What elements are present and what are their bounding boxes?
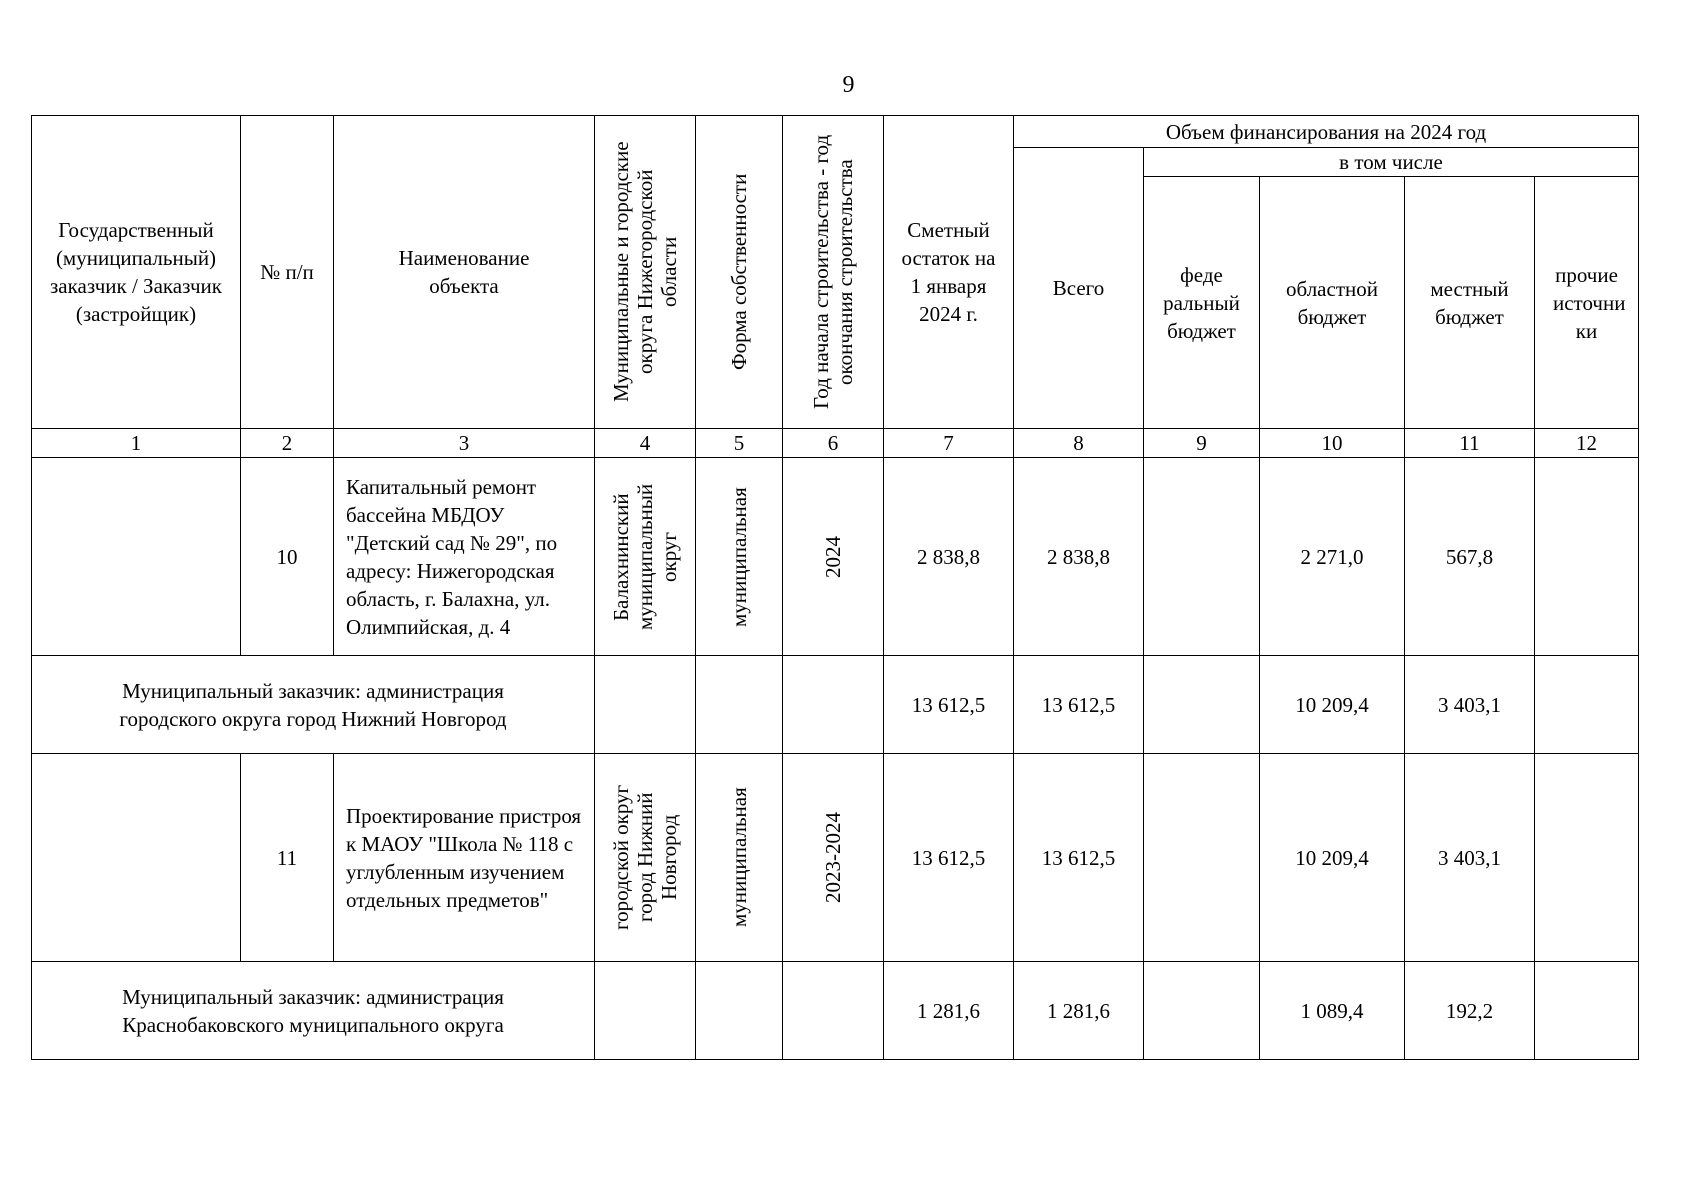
column-number: 7 bbox=[884, 429, 1014, 458]
local-value: 567,8 bbox=[1405, 458, 1535, 656]
customer-name: Муниципальный заказчик: администрация Краснобаковского муниципального округа bbox=[32, 962, 595, 1060]
ownership bbox=[696, 962, 783, 1060]
header-row-1 bbox=[32, 116, 1639, 148]
total-value: 1 281,6 bbox=[1014, 962, 1144, 1060]
header-total: Всего bbox=[1014, 148, 1144, 429]
header-number: № п/п bbox=[241, 116, 334, 429]
ownership bbox=[696, 656, 783, 754]
estimate-value: 2 838,8 bbox=[884, 458, 1014, 656]
local-value: 3 403,1 bbox=[1405, 754, 1535, 962]
header-local: местный бюджет bbox=[1405, 177, 1535, 429]
federal-value bbox=[1144, 962, 1260, 1060]
column-number: 2 bbox=[241, 429, 334, 458]
column-number: 12 bbox=[1535, 429, 1639, 458]
years bbox=[783, 656, 884, 754]
customer-row bbox=[32, 962, 1639, 1060]
customer-cell bbox=[32, 458, 241, 656]
regional-value: 1 089,4 bbox=[1260, 962, 1405, 1060]
estimate-value: 13 612,5 bbox=[884, 656, 1014, 754]
district: городской округ город Нижний Новгород bbox=[595, 754, 696, 962]
header-customer: Государственный (муниципальный) заказчик / Заказчик (застройщик) bbox=[32, 116, 241, 429]
federal-value bbox=[1144, 458, 1260, 656]
header-ownership: Форма собственности bbox=[696, 116, 783, 429]
local-value: 3 403,1 bbox=[1405, 656, 1535, 754]
object-name: Проектирование пристроя к МАОУ "Школа № 118 с углубленным изучением отдельных предметов" bbox=[334, 754, 595, 962]
local-value: 192,2 bbox=[1405, 962, 1535, 1060]
total-value: 2 838,8 bbox=[1014, 458, 1144, 656]
financing-table bbox=[31, 115, 1639, 1060]
header-federal: феде ральный бюджет bbox=[1144, 177, 1260, 429]
ownership: муниципальная bbox=[696, 458, 783, 656]
other-value bbox=[1535, 656, 1639, 754]
header-including: в том числе bbox=[1144, 148, 1639, 177]
header-estimate: Сметный остаток на 1 января 2024 г. bbox=[884, 116, 1014, 429]
estimate-value: 1 281,6 bbox=[884, 962, 1014, 1060]
column-number-row bbox=[32, 429, 1639, 458]
customer-name: Муниципальный заказчик: администрация городского округа город Нижний Новгород bbox=[32, 656, 595, 754]
header-object-name: Наименование объекта bbox=[334, 116, 595, 429]
header-funding-group: Объем финансирования на 2024 год bbox=[1014, 116, 1639, 148]
other-value bbox=[1535, 458, 1639, 656]
regional-value: 10 209,4 bbox=[1260, 754, 1405, 962]
district: Балахнинский муниципальный округ bbox=[595, 458, 696, 656]
row-number: 10 bbox=[241, 458, 334, 656]
customer-row bbox=[32, 656, 1639, 754]
estimate-value: 13 612,5 bbox=[884, 754, 1014, 962]
column-number: 6 bbox=[783, 429, 884, 458]
customer-cell bbox=[32, 754, 241, 962]
object-name: Капитальный ремонт бассейна МБДОУ "Детский сад № 29", по адресу: Нижегородская область, г. Балахна, ул. Олимпийская, д. 4 bbox=[334, 458, 595, 656]
federal-value bbox=[1144, 656, 1260, 754]
other-value bbox=[1535, 962, 1639, 1060]
row-number: 11 bbox=[241, 754, 334, 962]
regional-value: 10 209,4 bbox=[1260, 656, 1405, 754]
table-row bbox=[32, 754, 1639, 962]
column-number: 11 bbox=[1405, 429, 1535, 458]
header-district: Муниципальные и городские округа Нижегородской области bbox=[595, 116, 696, 429]
column-number: 8 bbox=[1014, 429, 1144, 458]
header-other: прочие источни ки bbox=[1535, 177, 1639, 429]
regional-value: 2 271,0 bbox=[1260, 458, 1405, 656]
column-number: 4 bbox=[595, 429, 696, 458]
district bbox=[595, 656, 696, 754]
years: 2024 bbox=[783, 458, 884, 656]
page-number: 9 bbox=[842, 72, 855, 98]
district bbox=[595, 962, 696, 1060]
other-value bbox=[1535, 754, 1639, 962]
column-number: 3 bbox=[334, 429, 595, 458]
years: 2023-2024 bbox=[783, 754, 884, 962]
ownership: муниципальная bbox=[696, 754, 783, 962]
total-value: 13 612,5 bbox=[1014, 754, 1144, 962]
total-value: 13 612,5 bbox=[1014, 656, 1144, 754]
column-number: 1 bbox=[32, 429, 241, 458]
header-years: Год начала строительства - год окончания строительства bbox=[783, 116, 884, 429]
header-regional: областной бюджет bbox=[1260, 177, 1405, 429]
years bbox=[783, 962, 884, 1060]
column-number: 10 bbox=[1260, 429, 1405, 458]
federal-value bbox=[1144, 754, 1260, 962]
column-number: 9 bbox=[1144, 429, 1260, 458]
column-number: 5 bbox=[696, 429, 783, 458]
table-row bbox=[32, 458, 1639, 656]
